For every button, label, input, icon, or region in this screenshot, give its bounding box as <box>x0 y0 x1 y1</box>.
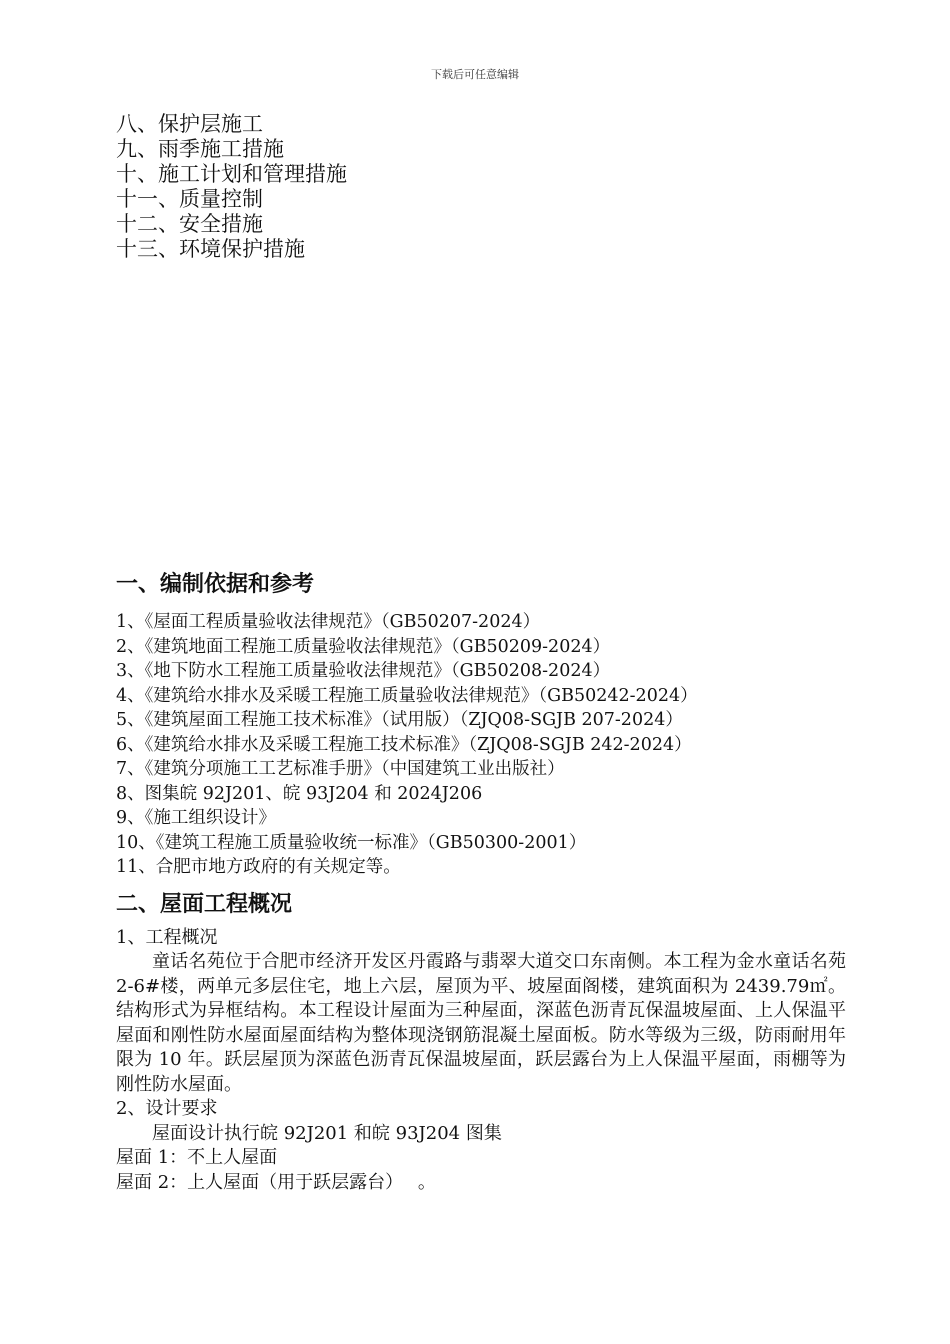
reference-item: 4、《建筑给水排水及采暖工程施工质量验收法律规范》（GB50242-2024） <box>116 685 698 706</box>
reference-item: 5、《建筑屋面工程施工技术标准》（试用版）（ZJQ08-SGJB 207-2024） <box>116 710 683 730</box>
section-heading: 一、编制依据和参考 <box>116 572 315 597</box>
reference-item: 10、《建筑工程施工质量验收统一标准》（GB50300-2001） <box>116 832 587 853</box>
overview-paragraph: 童话名苑位于合肥市经济开发区丹霞路与翡翠大道交口东南侧。本工程为金水童话名苑 2-6#楼，两单元多层住宅，地上六层，屋顶为平、坡屋面阁楼，建筑面积为 2439.79㎡。结构形式为异框结构。本工程设计屋面为三种屋面，深蓝色沥青瓦保温坡屋面、上人保温平屋面和刚性防水屋面屋面结构为整体现浇钢筋混凝土屋面板。防水等级为三级，防雨耐用年限为 10 年。跃层屋顶为深蓝色沥青瓦保温坡屋面，跃层露台为上人保温平屋面，雨棚等为刚性防水屋面。 <box>116 951 846 1095</box>
design-standard-line: 屋面设计执行皖 92J201 和皖 93J204 图集 <box>152 1122 502 1144</box>
toc-item: 九、雨季施工措施 <box>116 137 284 161</box>
reference-item: 3、《地下防水工程施工质量验收法律规范》（GB50208-2024） <box>116 661 611 681</box>
toc-item: 八、保护层施工 <box>116 112 263 136</box>
subsection-heading: 2、设计要求 <box>116 1098 218 1119</box>
reference-item: 6、《建筑给水排水及采暖工程施工技术标准》（ZJQ08-SGJB 242-2024） <box>116 734 692 755</box>
section-heading: 二、屋面工程概况 <box>116 891 293 917</box>
toc-item: 十三、环境保护措施 <box>116 237 305 261</box>
toc-item: 十一、质量控制 <box>116 187 263 211</box>
reference-item: 8、图集皖 92J201、皖 93J204 和 2024J206 <box>116 783 483 804</box>
roof-type-line: 屋面 1：不上人屋面 <box>116 1147 278 1168</box>
roof-type-line: 屋面 2：上人屋面（用于跃层露台） 。 <box>116 1171 436 1193</box>
reference-item: 9、《施工组织设计》 <box>116 808 276 828</box>
toc-item: 十二、安全措施 <box>116 212 263 236</box>
reference-item: 2、《建筑地面工程施工质量验收法律规范》（GB50209-2024） <box>116 636 611 657</box>
table-of-contents <box>116 112 846 262</box>
reference-item: 7、《建筑分项施工工艺标准手册》（中国建筑工业出版社） <box>116 759 565 779</box>
page-header-note: 下载后可任意编辑 <box>431 68 519 81</box>
reference-item: 1、《屋面工程质量验收法律规范》（GB50207-2024） <box>116 612 541 632</box>
reference-item: 11、合肥市地方政府的有关规定等。 <box>116 857 401 877</box>
document-body <box>116 570 846 1195</box>
toc-item: 十、施工计划和管理措施 <box>116 162 347 186</box>
subsection-heading: 1、工程概况 <box>116 926 218 948</box>
